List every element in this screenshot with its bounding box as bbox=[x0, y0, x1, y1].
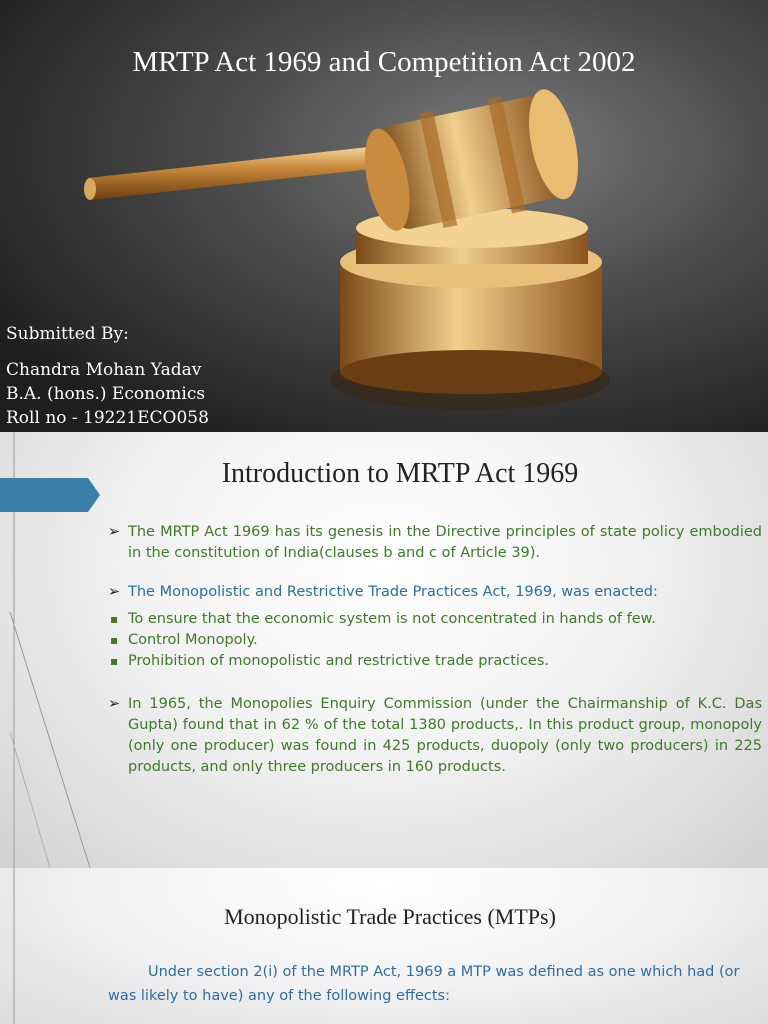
author-roll: Roll no - 19221ECO058 bbox=[6, 408, 209, 428]
square-bullet-icon: ▪ bbox=[110, 633, 119, 647]
slide-title: Monopolistic Trade Practices (MTPs) bbox=[224, 904, 556, 929]
slide-content bbox=[108, 522, 762, 778]
slide-title: Introduction to MRTP Act 1969 bbox=[221, 458, 579, 489]
bullet-list bbox=[108, 609, 762, 672]
square-bullet-icon: ▪ bbox=[110, 612, 119, 626]
list-item: ▪ Prohibition of monopolistic and restrictive trade practices. bbox=[108, 651, 762, 672]
arrow-bullet-icon: ➢ bbox=[108, 584, 121, 600]
mtp-slide bbox=[0, 868, 768, 1024]
arrow-tab-shape bbox=[0, 478, 100, 512]
submitted-label: Submitted By: bbox=[6, 324, 129, 344]
author-name: Chandra Mohan Yadav bbox=[6, 360, 202, 380]
presentation-title: MRTP Act 1969 and Competition Act 2002 bbox=[132, 46, 636, 78]
arrow-bullet-icon: ➢ bbox=[108, 524, 121, 540]
paragraph-commission: ➢ In 1965, the Monopolies Enquiry Commission (under the Chairmanship of K.C. Das Gupta) found that in 62 % of the total 1380 products,. In this product group, monopoly (only one producer) was found in 425 products, duopoly (only two producers) in 225 products, and only three producers in 160 products. bbox=[108, 696, 762, 775]
author-block bbox=[6, 322, 209, 430]
paragraph-enacted: ➢ The Monopolistic and Restrictive Trade Practices Act, 1969, was enacted: bbox=[108, 582, 762, 603]
list-item: ▪ To ensure that the economic system is not concentrated in hands of few. bbox=[108, 609, 762, 630]
decorative-lines bbox=[0, 868, 100, 1024]
square-bullet-icon: ▪ bbox=[110, 654, 119, 668]
list-item: ▪ Control Monopoly. bbox=[108, 630, 762, 651]
intro-slide bbox=[0, 432, 768, 868]
author-course: B.A. (hons.) Economics bbox=[6, 384, 206, 404]
paragraph-genesis: ➢ The MRTP Act 1969 has its genesis in the Directive principles of state policy embodied in the constitution of India(clauses b and c of Article 39). bbox=[108, 524, 762, 561]
title-slide bbox=[0, 0, 768, 432]
arrow-bullet-icon: ➢ bbox=[108, 696, 121, 712]
slide-body-text: Under section 2(i) of the MRTP Act, 1969 a MTP was defined as one which had (or was likely to have) any of the following effects: bbox=[108, 964, 740, 1004]
